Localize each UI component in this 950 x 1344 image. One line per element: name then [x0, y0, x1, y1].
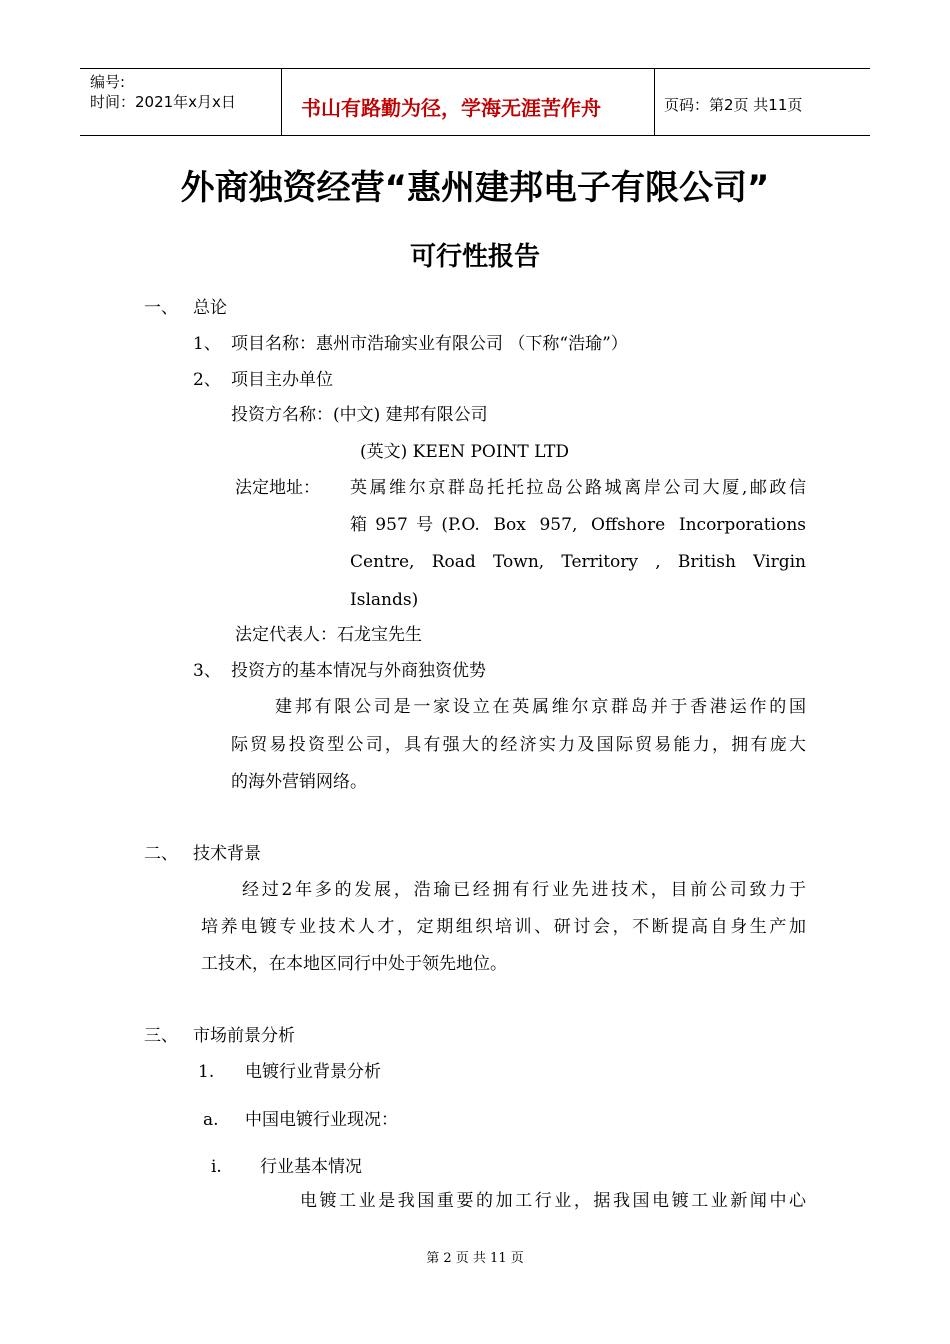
doc-number-label: 编号: [90, 73, 126, 91]
section-number: 三、 [144, 1026, 178, 1046]
doc-time-label: 时间：2021年x月x日 [90, 93, 236, 111]
header-bottom-rule [80, 135, 870, 136]
project-name: 项目名称：惠州市浩瑜实业有限公司 （下称“浩瑜”） [231, 334, 628, 354]
item-heading: 项目主办单位 [231, 370, 333, 390]
header-top-rule [80, 68, 870, 69]
paragraph-line: 电镀工业是我国重要的加工行业，据我国电镀工业新闻中心 [300, 1191, 806, 1211]
paragraph-line: 经过2年多的发展，浩瑜已经拥有行业先进技术，目前公司致力于 [242, 880, 806, 900]
address-line: Centre, Road Town, Territory , British Virgin [350, 552, 806, 572]
section-number: 一、 [144, 298, 178, 318]
item-number: 3、 [193, 661, 221, 681]
address-line: Islands) [350, 590, 419, 610]
legal-representative: 法定代表人：石龙宝先生 [235, 625, 422, 645]
address-line: 英属维尔京群岛托托拉岛公路城离岸公司大厦,邮政信 [350, 478, 806, 498]
sub-number: i. [211, 1157, 222, 1177]
item-heading: 投资方的基本情况与外商独资优势 [231, 661, 486, 681]
item-number: 1、 [193, 334, 221, 354]
page-footer: 第 2 页 共 11 页 [426, 1251, 524, 1266]
sub-heading: 行业基本情况 [260, 1157, 362, 1177]
header-page-info: 页码：第2页 共11页 [664, 96, 803, 114]
paragraph-line: 建邦有限公司是一家设立在英属维尔京群岛并于香港运作的国 [275, 697, 806, 717]
sub-heading: 电镀行业背景分析 [245, 1062, 381, 1082]
section-heading: 总论 [193, 298, 227, 318]
paragraph-line: 的海外营销网络。 [231, 772, 367, 792]
paragraph-line: 际贸易投资型公司，具有强大的经济实力及国际贸易能力，拥有庞大 [231, 735, 806, 755]
header-motto: 书山有路勤为径，学海无涯苦作舟 [301, 96, 601, 120]
section-heading: 技术背景 [193, 844, 261, 864]
sub-heading: 中国电镀行业现况： [245, 1110, 398, 1130]
address-label: 法定地址： [235, 478, 320, 498]
sub-number: 1. [198, 1062, 215, 1082]
item-number: 2、 [193, 370, 221, 390]
header-divider [654, 68, 655, 136]
document-title: 外商独资经营“惠州建邦电子有限公司” [180, 168, 770, 208]
address-line: 箱957号(P.O. Box 957, Offshore Incorporations [350, 515, 806, 535]
investor-name-cn: 投资方名称：(中文) 建邦有限公司 [231, 405, 488, 425]
section-heading: 市场前景分析 [193, 1026, 295, 1046]
section-number: 二、 [144, 844, 178, 864]
header-divider [281, 68, 282, 136]
paragraph-line: 培养电镀专业技术人才，定期组织培训、研讨会，不断提高自身生产加 [201, 917, 806, 937]
document-subtitle: 可行性报告 [409, 242, 540, 272]
paragraph-line: 工技术，在本地区同行中处于领先地位。 [201, 954, 507, 974]
investor-name-en: (英文) KEEN POINT LTD [360, 442, 570, 462]
sub-number: a. [203, 1110, 219, 1130]
